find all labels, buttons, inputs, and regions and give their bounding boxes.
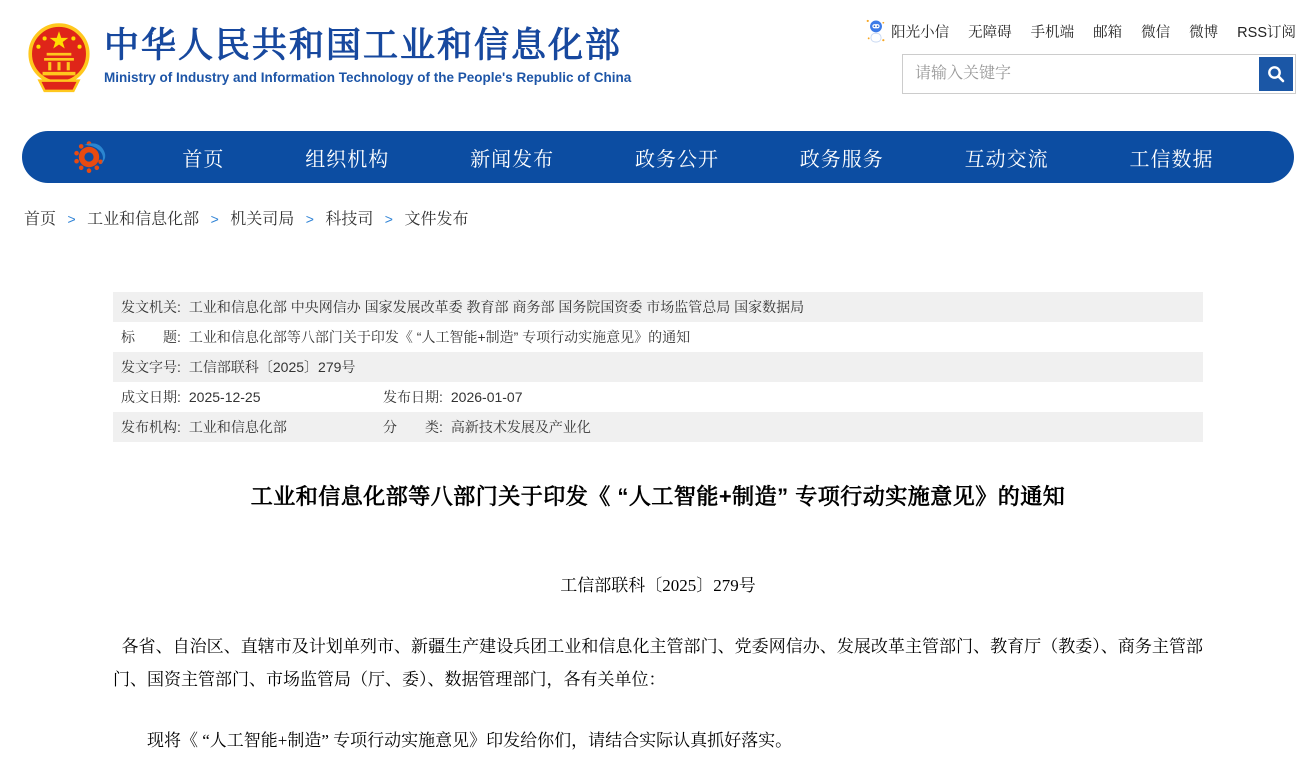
meta-label: 发文字号: (121, 359, 181, 375)
document-content (113, 292, 1203, 757)
meta-col-publish-date (383, 387, 1203, 407)
national-emblem-icon (22, 20, 96, 96)
meta-value: 工业和信息化部 中央网信办 国家发展改革委 教育部 商务部 国务院国资委 市场监管总局 国家数据局 (188, 299, 805, 315)
meta-label: 发布日期: (383, 389, 443, 405)
site-brand-link[interactable] (22, 20, 631, 96)
meta-value: 2025-12-25 (188, 389, 261, 405)
meta-value: 高新技术发展及产业化 (450, 419, 591, 435)
meta-row-title (113, 322, 1203, 352)
meta-label: 分 类: (383, 419, 443, 435)
document-meta-table (113, 292, 1203, 442)
breadcrumb-separator: > (384, 211, 393, 227)
meta-value: 工信部联科〔2025〕279号 (188, 359, 356, 375)
meta-value: 工业和信息化部 (188, 419, 287, 435)
breadcrumb-science-tech-dept[interactable]: 科技司 (325, 211, 374, 228)
document-paragraph: 各省、自治区、直辖市及计划单列市、新疆生产建设兵团工业和信息化主管部门、党委网信办、发展改革主管部门、教育厅（教委）、商务主管部门、国资主管部门、市场监管局（厅、委）、数据管理部门，各有关单位： (113, 637, 1203, 689)
meta-col-category (383, 417, 1203, 437)
search-input[interactable] (903, 55, 1259, 93)
utility-link-rss[interactable] (1237, 21, 1296, 42)
utility-link-sunshine-assistant[interactable] (865, 18, 949, 44)
breadcrumb-separator: > (210, 211, 219, 227)
utility-label: 手机端 (1030, 24, 1075, 41)
meta-row-dates (113, 382, 1203, 412)
meta-col-written-date (121, 387, 383, 407)
breadcrumb (24, 206, 1316, 229)
utility-link-wechat[interactable] (1141, 21, 1170, 42)
utility-label: RSS订阅 (1237, 24, 1296, 41)
meta-row-issuing-agencies (113, 292, 1203, 322)
breadcrumb-document-release: 文件发布 (404, 211, 469, 228)
utility-link-mail[interactable] (1093, 21, 1122, 42)
utility-label: 无障碍 (968, 24, 1012, 41)
meta-value: 2026-01-07 (450, 389, 523, 405)
site-header (0, 0, 1316, 125)
breadcrumb-separator: > (67, 211, 76, 227)
site-title: 中华人民共和国工业和信息化部 (104, 26, 623, 65)
breadcrumb-separator: > (305, 211, 314, 227)
nav-item-miit-data[interactable]: 工信数据 (1129, 148, 1214, 171)
meta-label: 成文日期: (121, 389, 181, 405)
nav-item-news[interactable]: 新闻发布 (470, 148, 555, 171)
nav-item-home[interactable]: 首页 (182, 148, 225, 171)
search-icon (1266, 64, 1286, 84)
site-subtitle: Ministry of Industry and Information Technology of the People's Republic of China (104, 70, 632, 85)
utility-label: 阳光小信 (891, 24, 950, 41)
breadcrumb-home[interactable]: 首页 (24, 211, 57, 228)
utility-link-weibo[interactable] (1189, 21, 1218, 42)
nav-item-organization[interactable]: 组织机构 (305, 148, 390, 171)
utility-link-mobile[interactable] (1031, 21, 1075, 42)
search-box (902, 54, 1296, 94)
meta-row-doc-number (113, 352, 1203, 382)
search-button[interactable] (1259, 57, 1293, 91)
utility-link-accessibility[interactable] (968, 21, 1012, 42)
meta-label: 发布机构: (121, 419, 181, 435)
breadcrumb-departments[interactable]: 机关司局 (230, 211, 295, 228)
robot-mascot-icon (865, 18, 887, 44)
meta-row-publisher-category (113, 412, 1203, 442)
utility-links (865, 18, 1296, 44)
utility-label: 邮箱 (1093, 24, 1123, 41)
meta-label: 发文机关: (121, 299, 181, 315)
document-title: 工业和信息化部等八部门关于印发《 “人工智能+制造” 专项行动实施意见》的通知 (250, 484, 1066, 509)
utility-label: 微博 (1189, 24, 1219, 41)
breadcrumb-miit[interactable]: 工业和信息化部 (87, 211, 200, 228)
nav-item-interaction[interactable]: 互动交流 (964, 148, 1049, 171)
document-number: 工信部联科〔2025〕279号 (560, 576, 756, 595)
nav-item-gov-disclosure[interactable]: 政务公开 (634, 148, 719, 171)
main-nav (22, 131, 1294, 183)
document-paragraph: 现将《 “人工智能+制造” 专项行动实施意见》印发给你们，请结合实际认真抓好落实。 (147, 731, 793, 750)
nav-items (112, 143, 1294, 172)
brand-text (104, 20, 631, 85)
meta-label: 标 题: (121, 329, 181, 345)
miit-gear-logo-icon (72, 137, 112, 177)
nav-item-gov-services[interactable]: 政务服务 (799, 148, 884, 171)
meta-col-publisher (121, 417, 383, 437)
meta-value: 工业和信息化部等八部门关于印发《 “人工智能+制造” 专项行动实施意见》的通知 (188, 329, 691, 345)
utility-label: 微信 (1141, 24, 1171, 41)
